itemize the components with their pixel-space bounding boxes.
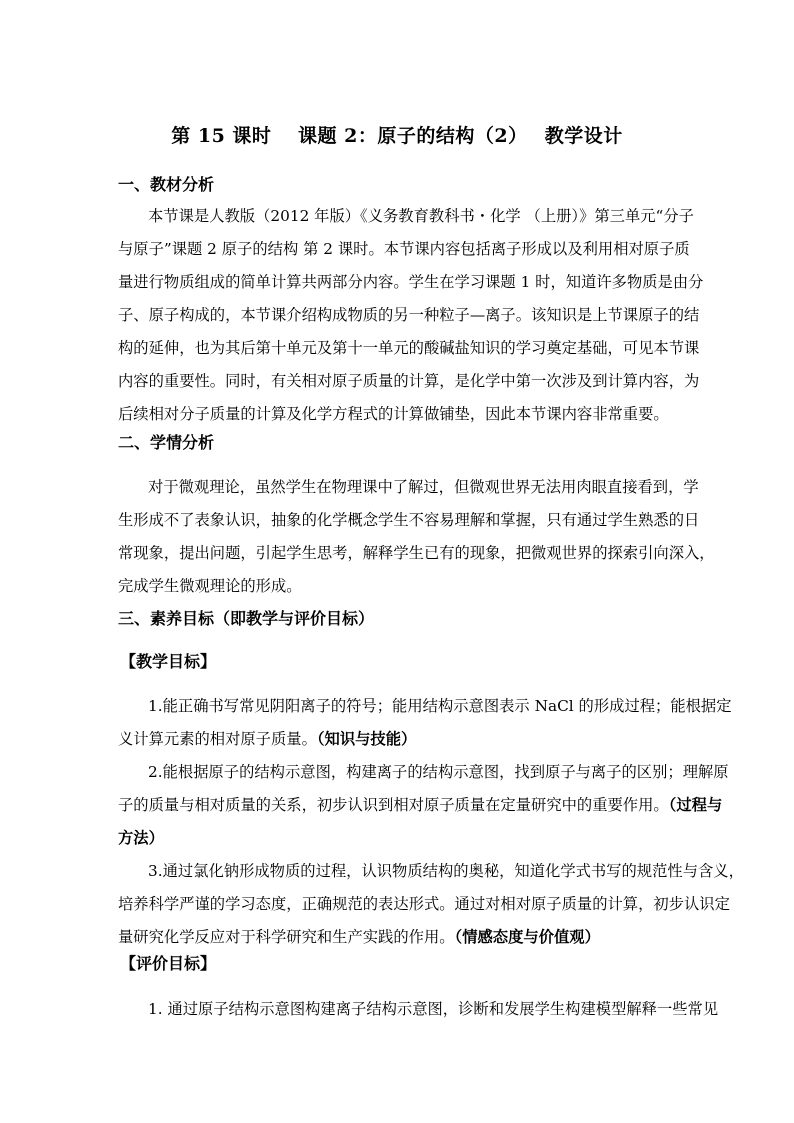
paragraph-line: 内容的重要性。同时，有关相对原子质量的计算，是化学中第一次涉及到计算内容，为 <box>118 372 700 390</box>
paragraph-line: 生形成不了表象认识，抽象的化学概念学生不容易理解和掌握，只有通过学生熟悉的日 <box>118 511 700 529</box>
paragraph-line: 后续相对分子质量的计算及化学方程式的计算做铺垫，因此本节课内容非常重要。 <box>118 405 669 423</box>
goal-item-2-line <box>118 789 723 822</box>
paragraph-student-analysis <box>118 471 715 603</box>
paragraph-line: 与原子”课题 2 原子的结构 第 2 课时。本节课内容包括离子形成以及利用相对原子质 <box>118 240 690 258</box>
paragraph-line: 量进行物质组成的简单计算共两部分内容。学生在学习课题 1 时，知道许多物质是由分 <box>118 273 704 291</box>
subheading-teaching-goals: 【教学目标】 <box>120 652 217 671</box>
paragraph-line: 本节课是人教版（2012 年版）《义务教育教科书・化学 （上册）》第三单元“分子 <box>148 207 694 225</box>
section-heading-student-analysis: 二、学情分析 <box>118 433 215 452</box>
goal-item-3-line: 培养科学严谨的学习态度，正确规范的表达形式。通过对相对原子质量的计算，初步认识定 <box>118 895 730 913</box>
goal-item-3-line <box>118 921 678 954</box>
goal-tag: （情感态度与价值观） <box>454 928 600 946</box>
paragraph-line: 构的延伸，也为其后第十单元及第十一单元的酸碱盐知识的学习奠定基础，可见本节课 <box>118 339 700 357</box>
goal-item-1-line <box>118 723 678 756</box>
goal-text: 量研究化学反应对于科学研究和生产实践的作用。 <box>118 928 455 946</box>
evaluation-item-1-line: 1. 通过原子结构示意图构建离子结构示意图，诊断和发展学生构建模型解释一些常见 <box>148 1000 719 1018</box>
section-heading-textbook-analysis: 一、教材分析 <box>118 175 215 194</box>
goal-item-2-line: 2.能根据原子的结构示意图，构建离子的结构示意图，找到原子与离子的区别；理解原 <box>148 763 729 781</box>
goal-tag: （过程与 <box>668 796 723 814</box>
goal-tag: 方法） <box>118 829 164 847</box>
goal-text: 义计算元素的相对原子质量。 <box>118 730 317 748</box>
paragraph-line: 对于微观理论，虽然学生在物理课中了解过，但微观世界无法用肉眼直接看到，学 <box>148 478 699 496</box>
goal-item-2-line <box>118 822 678 855</box>
goal-item-1-line: 1.能正确书写常见阴阳离子的符号；能用结构示意图表示 NaCl 的形成过程；能根据定 <box>148 697 732 715</box>
paragraph-line: 子、原子构成的，本节课介绍构成物质的另一种粒子—离子。该知识是上节课原子的结 <box>118 306 700 324</box>
paragraph-line: 常现象，提出问题，引起学生思考，解释学生已有的现象，把微观世界的探索引向深入， <box>118 544 715 562</box>
goal-text: 子的质量与相对质量的关系，初步认识到相对原子质量在定量研究中的重要作用。 <box>118 796 669 814</box>
document-title: 第 15 课时 课题 2：原子的结构（2） 教学设计 <box>171 125 623 147</box>
goal-tag: （知识与技能） <box>316 730 417 748</box>
subheading-evaluation-goals: 【评价目标】 <box>120 954 217 973</box>
paragraph-line: 完成学生微观理论的形成。 <box>118 577 302 595</box>
goal-item-3-line: 3.通过氯化钠形成物质的过程，认识物质结构的奥秘，知道化学式书写的规范性与含义， <box>148 862 744 880</box>
evaluation-goals-list <box>118 993 719 1026</box>
teaching-goals-list <box>118 690 744 954</box>
paragraph-textbook-analysis <box>118 200 704 431</box>
section-heading-goals: 三、素养目标（即教学与评价目标） <box>118 609 375 628</box>
